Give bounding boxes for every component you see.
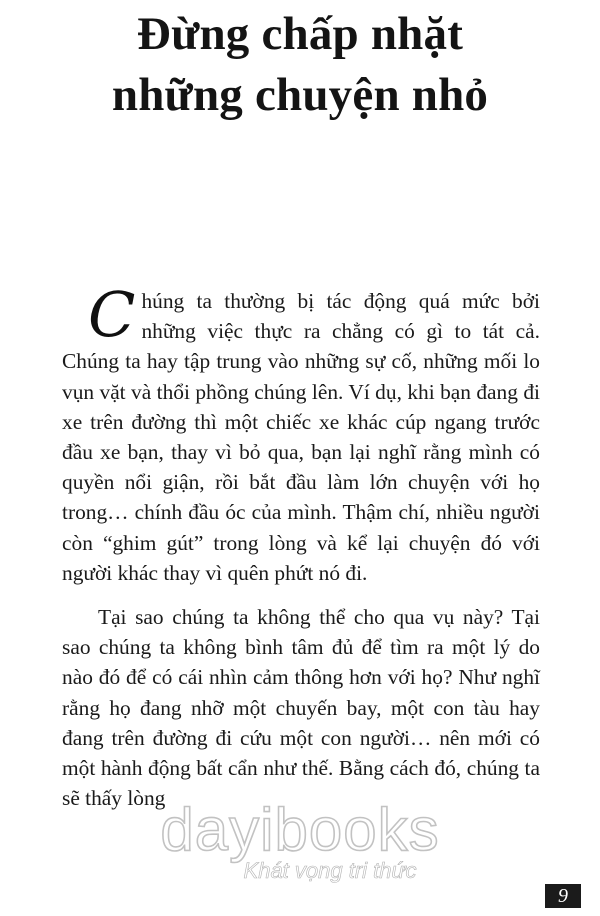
paragraph-2: Tại sao chúng ta không thể cho qua vụ này? Tại sao chúng ta không bình tâm đủ để tìm ra một lý do nào đó để có cái nhìn cảm thông hơn với họ? Như nghĩ rằng họ đang nhỡ một chuyến bay, một con tàu hay đang trên đường đi cứu một con người… nên mới có một hành động bất cẩn như thế. Bằng cách đó, chúng ta sẽ thấy lòng	[62, 605, 540, 811]
drop-cap: C	[88, 278, 136, 351]
watermark-logo: dayibooks	[160, 796, 440, 863]
chapter-title-line-2: những chuyện nhỏ	[111, 69, 489, 121]
paragraph-1-text: húng ta thường bị tác động quá mức bởi những việc thực ra chẳng có gì to tát cả. Chúng ta hay tập trung vào những sự cố, những mối lo vụn vặt và thổi phồng chúng lên. Ví dụ, khi bạn đang đi xe trên đường thì một chiếc xe khác cúp ngang trước đầu xe bạn, thay vì bỏ qua, bạn lại nghĩ rằng mình có quyền nổi giận, rồi bắt đầu làm lớn chuyện với họ trong… chính đầu óc của mình. Thậm chí, nhiều người còn “ghim gút” trong lòng và kể lại chuyện đó với người khác thay vì quên phứt nó đi.	[62, 289, 540, 585]
paragraph-1	[62, 278, 540, 588]
chapter-title	[0, 4, 600, 126]
watermark-slogan: Khát vọng tri thức	[243, 858, 417, 883]
chapter-title-line-1: Đừng chấp nhặt	[136, 8, 464, 60]
body-text	[62, 278, 540, 813]
page-number: 9	[545, 884, 581, 908]
